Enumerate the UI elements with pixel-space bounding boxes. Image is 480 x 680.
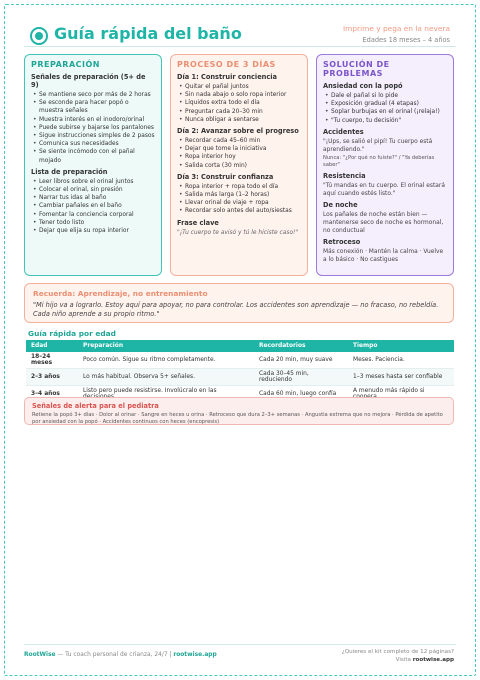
footer-divider: [24, 644, 456, 645]
list-item: • Preguntar cada 20–30 min: [177, 108, 301, 116]
day2-list: [177, 137, 301, 170]
header-divider: [24, 46, 456, 47]
list-item: • Ropa interior hoy: [177, 153, 301, 161]
list-item: • Colocar el orinal, sin presión: [31, 186, 155, 194]
header: [22, 18, 458, 54]
checklist: [31, 178, 155, 235]
list-item: • Nunca obligar a sentarse: [177, 116, 301, 124]
table-cell: Lo más habitual. Observa 5+ señales.: [78, 369, 254, 386]
footer-cta: [342, 648, 454, 664]
list-item: • Dejar que elija su ropa interior: [31, 227, 155, 235]
table-cell: 2–3 años: [26, 369, 78, 386]
solutions-card: [316, 54, 454, 276]
list-item: • Salida corta (30 min): [177, 162, 301, 170]
list-item: • Leer libros sobre el orinal juntos: [31, 178, 155, 186]
table-header-row: [26, 340, 454, 352]
column-header: Tiempo: [348, 340, 454, 352]
resistance-title: Resistencia: [323, 171, 366, 180]
footer-tagline: — Tu coach personal de crianza, 24/7 |: [55, 652, 174, 658]
solutions-heading: SOLUCIÓN DE PROBLEMAS: [323, 60, 390, 78]
list-item: • Muestra interés en el inodoro/orinal: [31, 116, 155, 124]
signs-title: Señales de preparación (5+ de 9): [31, 73, 146, 89]
list-item: • Quitar el pañal juntos: [177, 83, 301, 91]
list-item: • Llevar orinal de viaje + ropa: [177, 199, 301, 207]
age-range: Edades 18 meses – 4 años: [362, 36, 450, 44]
footer-link[interactable]: rootwise.app: [173, 652, 217, 658]
accidents-text: "¡Ups, se salió el pipí! Tu cuerpo está aprendiendo.": [323, 138, 433, 153]
signs-list: [31, 91, 155, 165]
table-cell: Poco común. Sigue su ritmo completamente.: [78, 352, 254, 369]
column-header: Preparación: [78, 340, 254, 352]
column-header: Edad: [26, 340, 78, 352]
list-item: • Recordar cada 45–60 min: [177, 137, 301, 145]
list-item: • Ropa interior + ropa todo el día: [177, 183, 301, 191]
table-cell: Meses. Paciencia.: [348, 352, 454, 369]
leaf-icon: [30, 27, 48, 45]
cta-text: ¿Quieres el kit completo de 12 páginas?: [341, 649, 454, 655]
prep-card: [24, 54, 162, 276]
table-row: [26, 369, 454, 386]
alert-text: Retiene la popó 3+ días · Dolor al orinar · Sangre en heces u orina · Retroceso que dura 2–3+ semanas · Angustia extrema que no mejora · Pérdida de apetito por ansiedad con la popó · Accidentes continuos con heces (encopresis): [32, 412, 443, 425]
accidents-title: Accidentes: [323, 127, 364, 136]
alert-title: Señales de alerta para el pediatra: [32, 402, 159, 410]
process-card: [170, 54, 308, 276]
anxiety-title: Ansiedad con la popó: [323, 82, 403, 90]
list-item: • Líquidos extra todo el día: [177, 99, 301, 107]
list-item: • Exposición gradual (4 etapas): [323, 100, 447, 108]
day3-list: [177, 183, 301, 216]
column-header: Recordatorios: [254, 340, 348, 352]
list-item: • Se mantiene seco por más de 2 horas: [31, 91, 155, 99]
table-cell: 18–24 meses: [26, 352, 78, 369]
day1-title: Día 1: Construir conciencia: [177, 73, 277, 81]
list-item: • Cambiar pañales en el baño: [31, 202, 155, 210]
print-hint: Imprime y pega en la nevera: [342, 24, 450, 33]
key-phrase: "¡Tu cuerpo te avisó y tú le hiciste caso!": [177, 229, 299, 236]
cta-link[interactable]: rootwise.app: [412, 657, 454, 663]
footer-brand: [24, 652, 217, 658]
list-item: • Comunica sus necesidades: [31, 140, 155, 148]
table-cell: A menudo más rápido si: [348, 386, 454, 403]
phrase-title: Frase clave: [177, 218, 219, 227]
night-title: De noche: [323, 200, 358, 209]
list-item: • Tener todo listo: [31, 219, 155, 227]
page-title: Guía rápida del baño: [54, 24, 242, 43]
list-item: • Dale el pañal si lo pide: [323, 92, 447, 100]
table-cell: Listo pero puede resistirse. Involúcralo en las: [78, 386, 254, 403]
table-cell: Cada 60 min, luego confía: [254, 386, 348, 403]
resistance-text: "Tú mandas en tu cuerpo. El orinal estará aquí cuando estés listo.": [323, 182, 445, 197]
list-item: • Sin nada abajo o solo ropa interior: [177, 91, 301, 99]
brand-name: RootWise: [24, 652, 56, 658]
night-text: Los pañales de noche están bien — mantenerse seco de noche es hormonal, no conductual: [323, 211, 444, 234]
day3-title: Día 3: Construir confianza: [177, 172, 274, 181]
prep-heading: PREPARACIÓN: [31, 60, 101, 69]
day1-list: [177, 83, 301, 124]
list-item: • "Tu cuerpo, tu decisión": [323, 117, 447, 125]
process-heading: PROCESO DE 3 DÍAS: [177, 60, 276, 69]
table-row: [26, 352, 454, 369]
list-item: • Recordar solo antes del auto/siestas: [177, 207, 301, 215]
day2-title: Día 2: Avanzar sobre el progreso: [177, 127, 299, 136]
checklist-title: Lista de preparación: [31, 167, 108, 176]
table-cell: Cada 30–45 min, reduciendo: [254, 369, 348, 386]
list-item: • Soplar burbujas en el orinal (¡relaja!): [323, 108, 447, 116]
list-item: • Puede subirse y bajarse los pantalones: [31, 124, 155, 132]
list-item: • Sigue instrucciones simples de 2 pasos: [31, 132, 155, 140]
remember-banner: [24, 283, 454, 323]
pediatrician-alert: [24, 397, 454, 425]
list-item: • Fomentar la conciencia corporal: [31, 211, 155, 219]
table-cell: Cada 20 min, muy suave: [254, 352, 348, 369]
list-item: • Se siente incómodo con el pañal mojado: [31, 148, 155, 164]
list-item: • Se esconde para hacer popó o muestra señales: [31, 99, 155, 115]
list-item: • Dejar que tome la iniciativa: [177, 145, 301, 153]
table-cell: 1–3 meses hasta ser confiable: [348, 369, 454, 386]
regression-title: Retroceso: [323, 237, 361, 246]
anxiety-list: [323, 92, 447, 125]
regression-text: Más conexión · Mantén la calma · Vuelve a lo básico · No castigues: [323, 248, 444, 263]
remember-text: "Mi hijo va a lograrlo. Estoy aquí para apoyar, no para controlar. Los accidentes son aprendizaje — no fracaso, no rebeldía. Cada niño aprende a su propio ritmo.": [33, 301, 439, 318]
age-guide-table: [26, 340, 454, 403]
visit-text: Visita: [395, 657, 413, 663]
age-guide-title: Guía rápida por edad: [28, 329, 116, 338]
accidents-note: Nunca: "¿Por qué no fuiste?" / "Ya deberías saber": [323, 154, 435, 168]
list-item: • Salida más larga (1–2 horas): [177, 191, 301, 199]
remember-title: Recuerda: Aprendizaje, no entrenamiento: [33, 289, 208, 298]
list-item: • Narrar tus idas al baño: [31, 194, 155, 202]
table-cell: 3–4 años: [26, 386, 78, 403]
